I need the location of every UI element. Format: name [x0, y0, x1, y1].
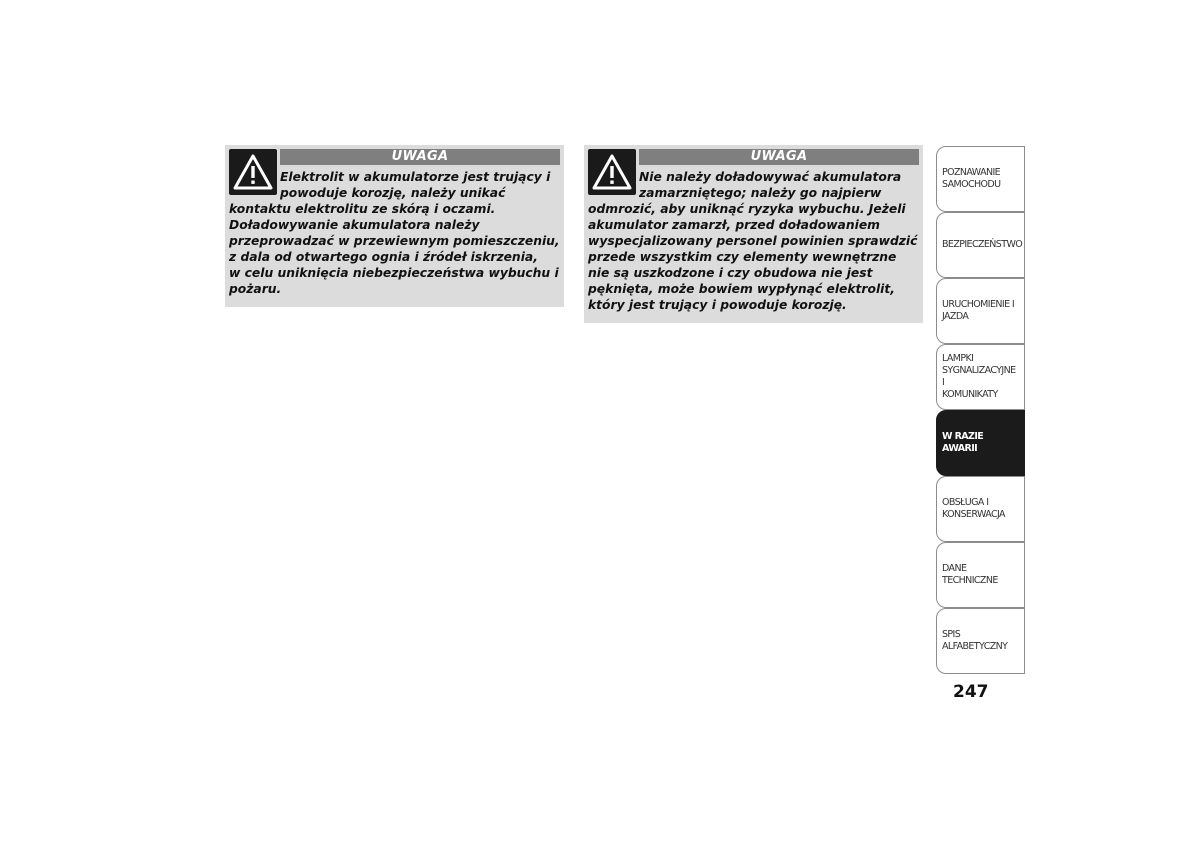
- warning-text: [588, 169, 917, 313]
- tab-poznawanie-samochodu[interactable]: [936, 146, 1025, 212]
- tab-label: DANE TECHNICZNE: [942, 563, 998, 586]
- warning-line: wyspecjalizowany personel powinien sprawdzić: [588, 234, 918, 248]
- warning-line: nie są uszkodzone i czy obudowa nie jest: [588, 266, 873, 280]
- warning-line: z dala od otwartego ognia i źródeł iskrzenia,: [229, 250, 538, 264]
- tab-obsluga-i-konserwacja[interactable]: [936, 476, 1025, 542]
- tab-label: LAMPKI SYGNALIZACYJNE I KOMUNIKATY: [942, 353, 1016, 400]
- warning-line: Nie należy doładowywać akumulatora: [639, 170, 902, 184]
- warning-line: Doładowywanie akumulatora należy: [229, 218, 480, 232]
- tab-label: URUCHOMIENIE I JAZDA: [942, 299, 1015, 322]
- warning-line: który jest trujący i powoduje korozję.: [588, 298, 847, 312]
- warning-line: powoduje korozję, należy unikać: [280, 186, 506, 200]
- tab-dane-techniczne[interactable]: [936, 542, 1025, 608]
- warning-line: odmrozić, aby uniknąć ryzyka wybuchu. Jeżeli: [588, 202, 906, 216]
- page-number: 247: [953, 682, 989, 702]
- chapter-tabs: [936, 146, 1025, 674]
- tab-label: W RAZIE AWARII: [942, 431, 984, 454]
- tab-label: OBSŁUGA I KONSERWACJA: [942, 497, 1005, 520]
- warning-title: UWAGA: [639, 149, 919, 165]
- tab-uruchomienie-i-jazda[interactable]: [936, 278, 1025, 344]
- warning-line: pożaru.: [229, 282, 282, 296]
- tab-lampki-sygnalizacyjne[interactable]: [936, 344, 1025, 410]
- tab-label: SPIS ALFABETYCZNY: [942, 629, 1008, 652]
- warning-text: [229, 169, 558, 297]
- warning-line: przede wszystkim czy elementy wewnętrzne: [588, 250, 897, 264]
- warning-title: UWAGA: [280, 149, 560, 165]
- tab-spis-alfabetyczny[interactable]: [936, 608, 1025, 674]
- tab-label: POZNAWANIE SAMOCHODU: [942, 167, 1001, 190]
- warning-box-electrolyte: [225, 145, 564, 307]
- warning-line: zamarzniętego; należy go najpierw: [639, 186, 882, 200]
- warning-line: Elektrolit w akumulatorze jest trujący i: [280, 170, 551, 184]
- warning-line: kontaktu elektrolitu ze skórą i oczami.: [229, 202, 496, 216]
- warning-line: pęknięta, może bowiem wypłynąć elektrolit,: [588, 282, 895, 296]
- warning-box-frozen-battery: [584, 145, 923, 323]
- warning-line: w celu uniknięcia niebezpieczeństwa wybuchu i: [229, 266, 559, 280]
- tab-w-razie-awarii[interactable]: [936, 410, 1025, 476]
- warning-line: przeprowadzać w przewiewnym pomieszczeniu,: [229, 234, 560, 248]
- tab-label: BEZPIECZEŃSTWO: [942, 239, 1023, 250]
- tab-bezpieczenstwo[interactable]: [936, 212, 1025, 278]
- warning-line: akumulator zamarzł, przed doładowaniem: [588, 218, 880, 232]
